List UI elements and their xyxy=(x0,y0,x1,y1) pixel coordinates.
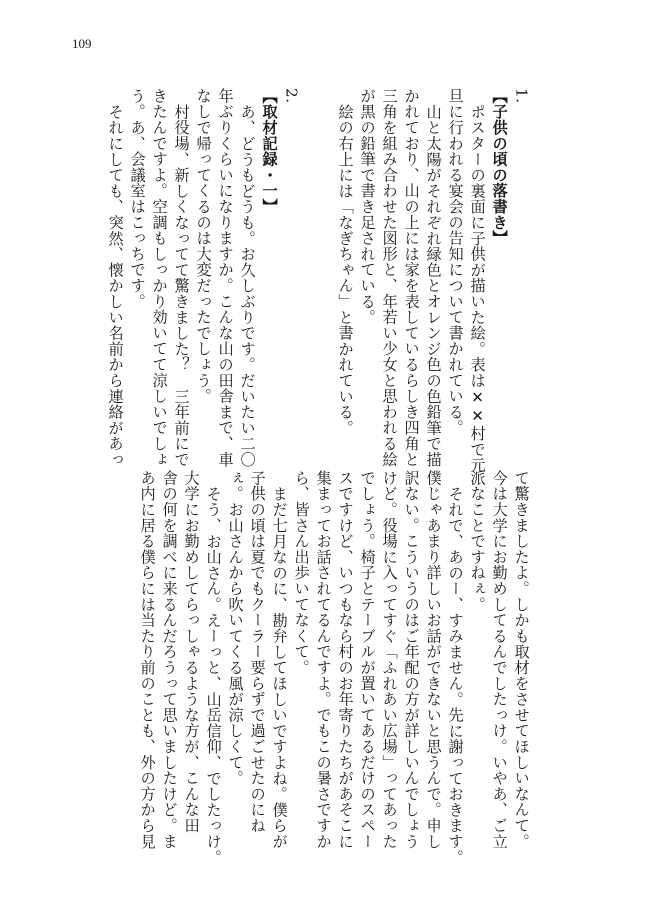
text-line: て驚きましたよ。しかも取材をさせてほしいなんて。 xyxy=(512,470,531,850)
text-line: 山と太陽がそれぞれ緑色とオレンジ色の色鉛筆で描 xyxy=(424,104,443,468)
section-2-number: 2. xyxy=(282,88,301,104)
text-line: 村役場、新しくなってて驚きました？ 三年前にで xyxy=(172,104,191,468)
text-line: 集まってお話されてるんですよ。でもこの暑さですか xyxy=(314,470,333,850)
text-line: が黒の鉛筆で書き足されている。 xyxy=(358,88,377,325)
text-line: あ、どうもどうも。お久しぶりです。だいたい二〇 xyxy=(238,104,257,468)
text-line: 大学にお勤めしてらっしゃるような方が、こんな田 xyxy=(182,470,201,834)
section-2-title: 【取材記録・一】 xyxy=(260,88,279,215)
text-line: そう、お山さん。えーっと、山岳信仰、でしたっけ。 xyxy=(204,486,223,866)
text-line: 年ぶりくらいになりますか。こんな山の田舎まで、車 xyxy=(216,88,235,468)
text-line: あ内に居る僕らには当たり前のことも、外の方から見 xyxy=(138,470,157,850)
text-line: きたんですよ。空調もしっかり効いてて涼しいでしょ xyxy=(150,88,169,468)
page-number: 109 xyxy=(72,36,92,51)
section-1-number: 1. xyxy=(512,88,531,104)
text-line: なしで帰ってくるのは大変だったでしょう。 xyxy=(194,88,213,404)
text-line: けど。役場に入ってすぐ「ふれあい広場」ってあった xyxy=(380,470,399,850)
text-line: 絵の右上には「なぎちゃん」と書かれている。 xyxy=(336,104,355,436)
text-line: スですけど、いつもなら村のお年寄りたちがあそこに xyxy=(336,470,355,850)
text-line: ぇ。お山さんから吹いてくる風が涼しくて。 xyxy=(226,470,245,786)
text-line: でしょう。椅子とテーブルが置いてあるだけのスペー xyxy=(358,470,377,850)
text-line: う。あ、会議室はこっちです。 xyxy=(128,88,147,310)
text-line: まだ七月なのに、勘弁してほしいですよね。僕らが xyxy=(270,486,289,850)
text-line: 訳ない。こういうのはご年配の方が詳しいんでしょう xyxy=(402,470,421,850)
text-line: 旦に行われる宴会の告知について書かれている。 xyxy=(446,88,465,436)
text-line: 派なことですねぇ。 xyxy=(468,470,487,613)
text-line: かれており、山の上には家を表しているらしき四角と xyxy=(402,88,421,468)
text-line: 舎の何を調べに来るんだろうって思いましたけど。ま xyxy=(160,470,179,850)
section-1-title: 【子供の頃の落書き】 xyxy=(490,88,509,246)
text-line: それにしても、突然、懐かしい名前から連絡があっ xyxy=(106,104,125,468)
text-line: それで、あのー、すみません。先に謝っておきます。 xyxy=(446,486,465,866)
text-line: 今は大学にお勤めしてるんでしたっけ。いやあ、ご立 xyxy=(490,470,509,850)
text-line: 子供の頃は夏でもクーラー要らずで過ごせたのにね xyxy=(248,470,267,834)
text-line: 三角を組み合わせた図形と、年若い少女と思われる絵 xyxy=(380,88,399,468)
text-line: 僕じゃあまり詳しいお話ができないと思うんで。申し xyxy=(424,470,443,850)
text-line: ポスターの裏面に子供が描いた絵。表は✕✕村で元 xyxy=(468,104,487,473)
text-line: ら、皆さん出歩いてなくて。 xyxy=(292,470,311,676)
